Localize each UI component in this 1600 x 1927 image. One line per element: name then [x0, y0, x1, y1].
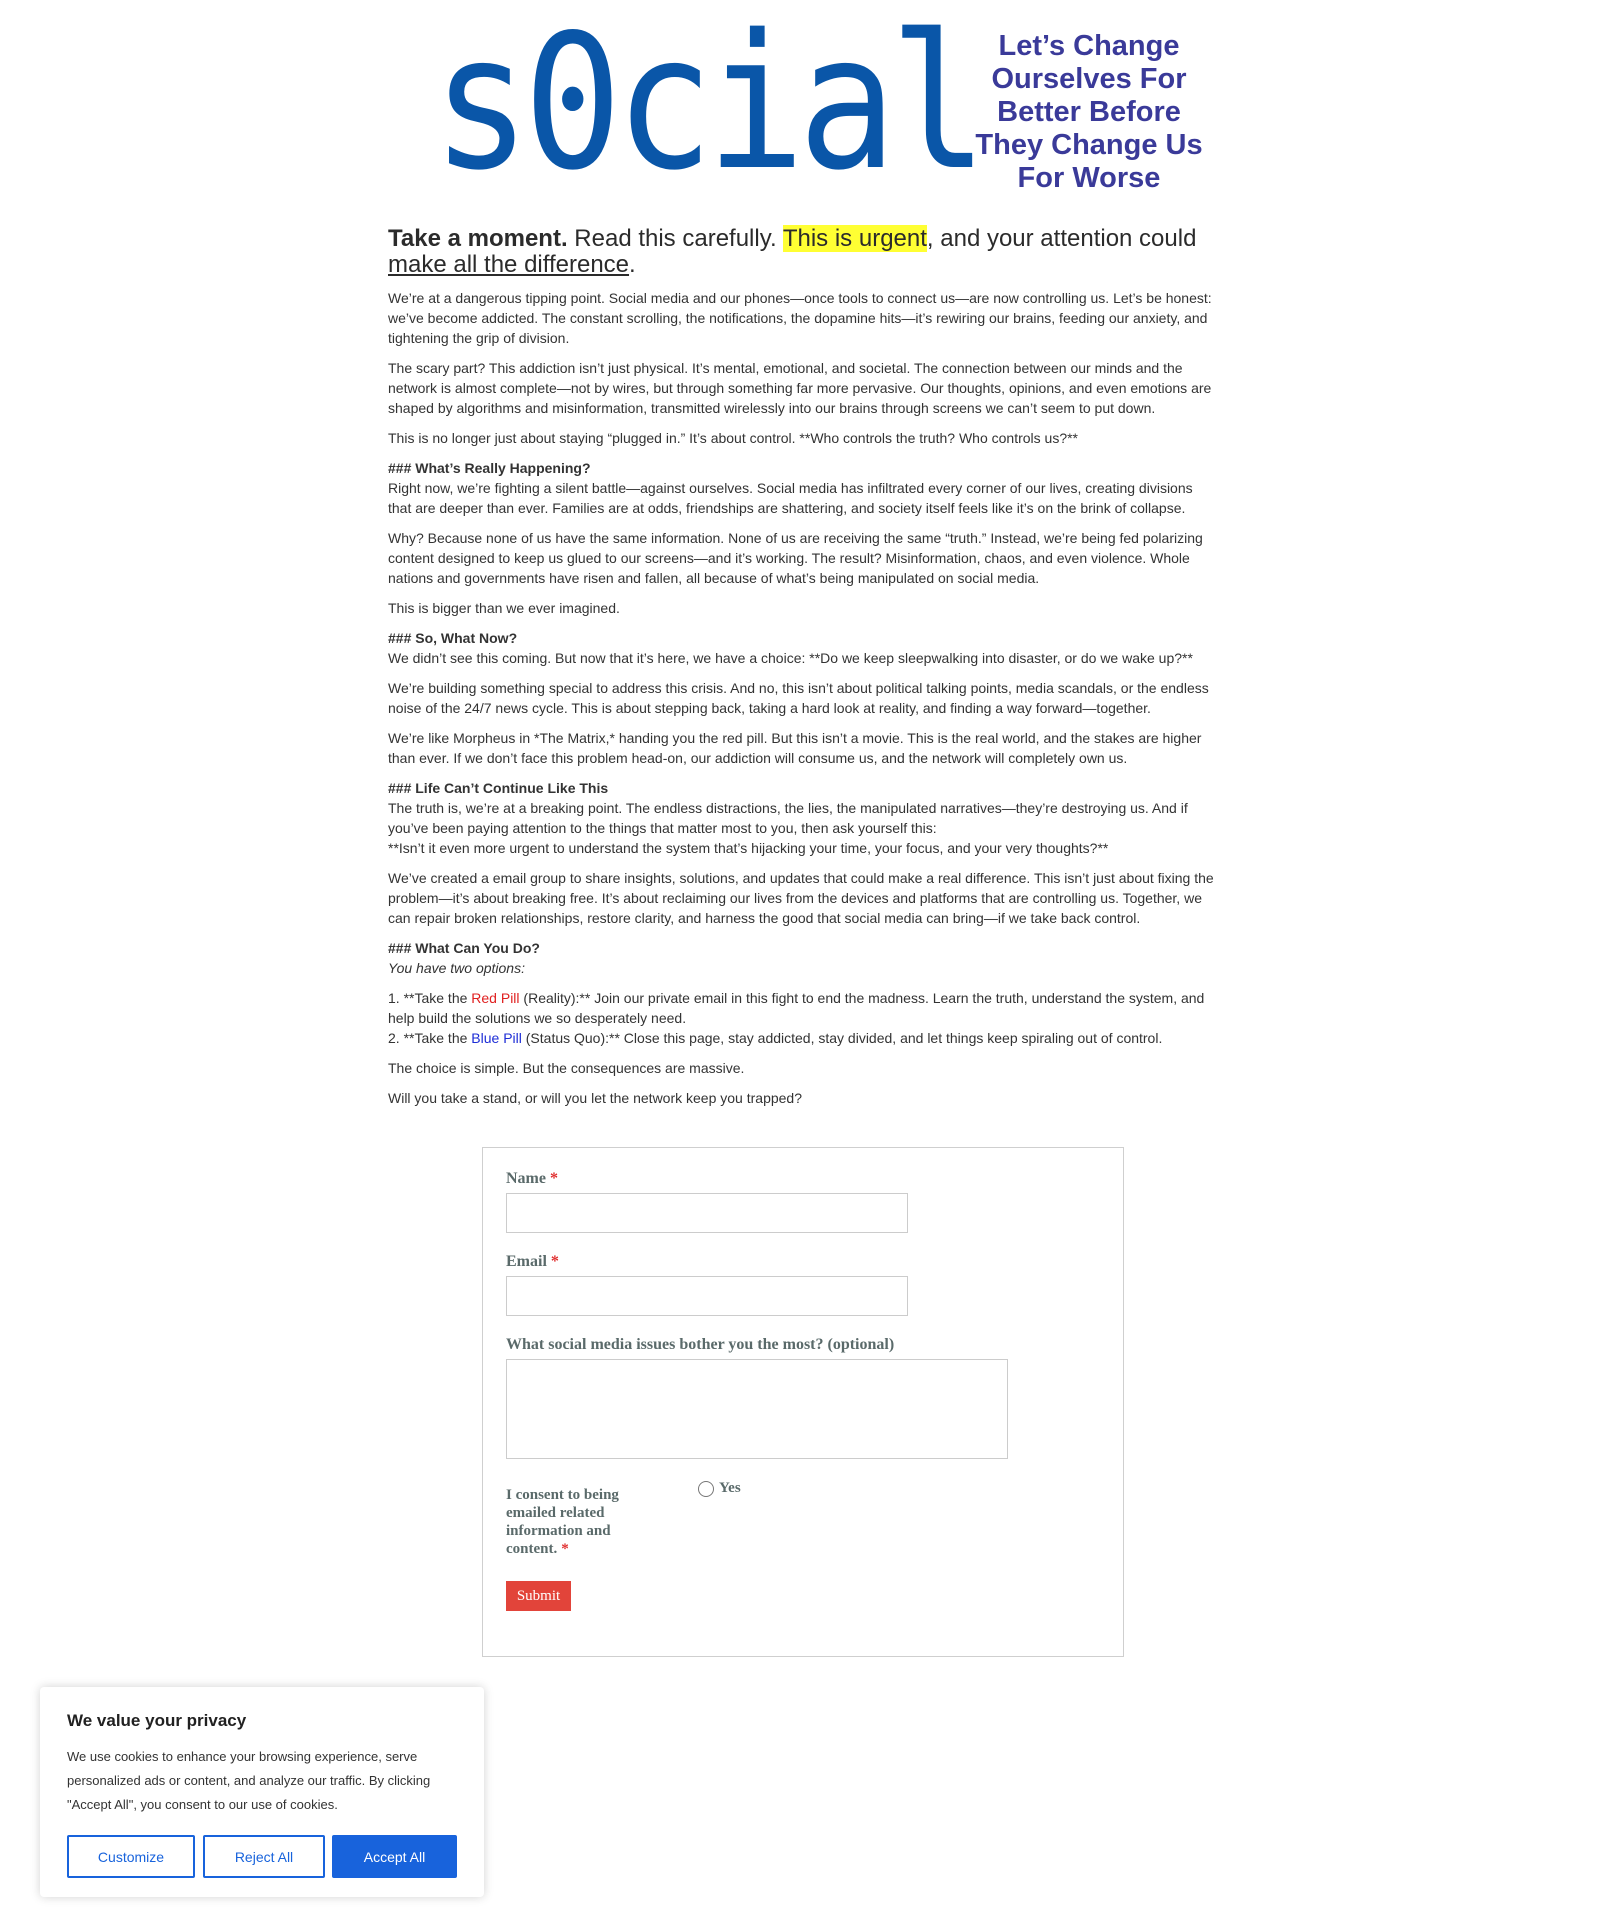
section-heading: ### What’s Really Happening?: [388, 460, 591, 476]
paragraph: The truth is, we’re at a breaking point. The endless distractions, the lies, the manipulated narratives—they’re destroying us. And if you’ve been paying attention to the things that matter most to you, then ask yourself this:: [388, 800, 1188, 836]
intro-highlight: This is urgent: [782, 225, 927, 252]
option-2-prefix: 2. **Take the: [388, 1030, 472, 1046]
paragraph: The scary part? This addiction isn’t just physical. It’s mental, emotional, and societal. The connection between our minds and the network is almost complete—not by wires, but through something far more pervasive. Our thoughts, opinions, and even emotions are shaped by algorithms and misinformation, transmitted wirelessly into our brains through screens we can’t seem to put down.: [388, 360, 1212, 416]
site-logo[interactable]: s0cial: [432, 0, 982, 211]
consent-yes-radio[interactable]: [698, 1481, 714, 1497]
section-heading: ### So, What Now?: [388, 630, 518, 646]
consent-label: I consent to being emailed related information and content. *: [506, 1487, 619, 1557]
red-pill-link[interactable]: Red Pill: [471, 990, 520, 1006]
accept-all-button[interactable]: Accept All: [332, 1835, 457, 1878]
signup-form: [482, 1147, 1124, 1657]
email-input[interactable]: [506, 1276, 908, 1316]
intro-text-3: .: [629, 251, 636, 278]
cookie-text: We use cookies to enhance your browsing experience, serve personalized ads or content, and analyze our traffic. By clicking "Accept All", you consent to our use of cookies.: [67, 1749, 431, 1812]
paragraph: The choice is simple. But the consequences are massive.: [388, 1060, 745, 1076]
paragraph: Will you take a stand, or will you let the network keep you trapped?: [388, 1090, 802, 1106]
options-list: [388, 988, 1216, 1048]
paragraph: This is bigger than we ever imagined.: [388, 600, 620, 616]
section-life: [388, 778, 1216, 858]
option-1-prefix: 1. **Take the: [388, 990, 472, 1006]
section-heading: ### What Can You Do?: [388, 940, 540, 956]
paragraph: **Isn’t it even more urgent to understand the system that’s hijacking your time, your focus, and your very thoughts?**: [388, 840, 1109, 856]
intro-bold: Take a moment.: [388, 225, 568, 252]
paragraph: We didn’t see this coming. But now that it’s here, we have a choice: **Do we keep sleepwalking into disaster, or do we wake up?**: [388, 650, 1193, 666]
consent-yes-label[interactable]: Yes: [719, 1480, 741, 1496]
option-1-text: (Reality):** Join our private email in this fight to end the madness. Learn the truth, understand the system, and help build the solutions we so desperately need.: [388, 990, 1205, 1026]
issues-textarea[interactable]: [506, 1359, 1008, 1459]
intro-underline: make all the difference: [388, 251, 630, 278]
cookie-title: We value your privacy: [67, 1711, 247, 1730]
paragraph: We’re building something special to address this crisis. And no, this isn’t about political talking points, media scandals, or the endless noise of the 24/7 news cycle. This is about stepping back, taking a hard look at reality, and finding a way forward—together.: [388, 680, 1209, 716]
intro-heading: [388, 226, 1216, 278]
paragraph: Why? Because none of us have the same information. None of us are receiving the same “truth.” Instead, we’re being fed polarizing content designed to keep us glued to our screens—and it’s working. The result? Misinformation, chaos, and even violence. Whole nations and governments have risen and fallen, all because of what’s being manipulated on social media.: [388, 530, 1203, 586]
site-tagline: Let’s Change Ourselves For Better Before They Change Us For Worse: [975, 30, 1203, 194]
name-input[interactable]: [506, 1193, 908, 1233]
reject-all-button[interactable]: Reject All: [203, 1835, 325, 1878]
required-mark: *: [549, 1170, 558, 1187]
paragraph: We’ve created a email group to share insights, solutions, and updates that could make a real difference. This isn’t just about fixing the problem—it’s about breaking free. It’s about reclaiming our lives from the devices and platforms that are controlling us. Together, we can repair broken relationships, restore clarity, and harness the good that social media can bring—if we take back control.: [388, 870, 1214, 926]
required-mark: *: [561, 1541, 569, 1557]
blue-pill-link[interactable]: Blue Pill: [471, 1030, 522, 1046]
email-label: Email *: [506, 1253, 559, 1270]
paragraph: Right now, we’re fighting a silent battle—against ourselves. Social media has infiltrated every corner of our lives, creating divisions that are deeper than ever. Families are at odds, friendships are shattering, and society itself feels like it’s on the brink of collapse.: [388, 480, 1193, 516]
intro-text-2: , and your attention could: [926, 225, 1197, 252]
required-mark: *: [550, 1253, 559, 1270]
name-label: Name *: [506, 1170, 558, 1187]
section-what-now: [388, 628, 1216, 668]
article-content: [388, 226, 1216, 1118]
intro-text-1: Read this carefully.: [567, 225, 783, 252]
section-what-happening: [388, 458, 1216, 518]
cookie-banner: [40, 1687, 484, 1897]
submit-button[interactable]: Submit: [506, 1581, 571, 1611]
customize-button[interactable]: Customize: [67, 1835, 195, 1878]
issues-label: What social media issues bother you the most? (optional): [506, 1336, 895, 1353]
paragraph: We’re like Morpheus in *The Matrix,* handing you the red pill. But this isn’t a movie. This is the real world, and the stakes are higher than ever. If we don’t face this problem head-on, our addiction will consume us, and the network will completely own us.: [388, 730, 1202, 766]
options-intro: You have two options:: [388, 960, 525, 976]
section-heading: ### Life Can’t Continue Like This: [388, 780, 609, 796]
paragraph: This is no longer just about staying “plugged in.” It’s about control. **Who controls the truth? Who controls us?**: [388, 430, 1078, 446]
paragraph: We’re at a dangerous tipping point. Social media and our phones—once tools to connect us—are now controlling us. Let’s be honest: we’ve become addicted. The constant scrolling, the notifications, the dopamine hits—it’s rewiring our brains, feeding our anxiety, and tightening the grip of division.: [388, 290, 1212, 346]
option-2-text: (Status Quo):** Close this page, stay addicted, stay divided, and let things keep spiraling out of control.: [521, 1030, 1163, 1046]
section-what-can-you-do: [388, 938, 1216, 978]
